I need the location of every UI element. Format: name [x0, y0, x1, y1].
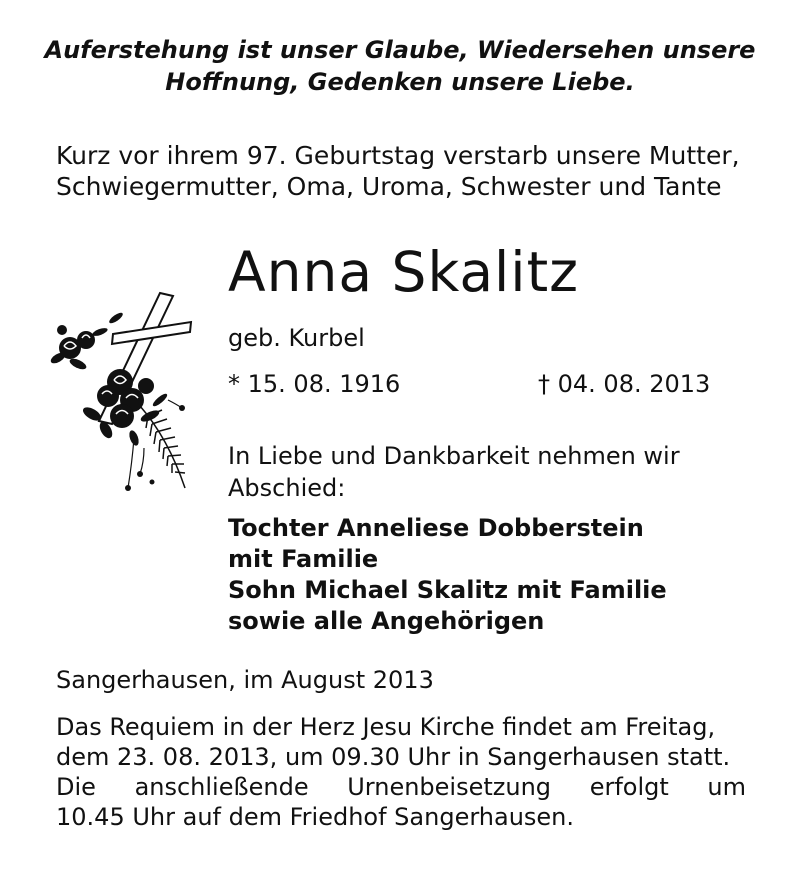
- motto-line: Hoffnung, Gedenken unsere Liebe.: [165, 68, 635, 96]
- farewell-line: Abschied:: [228, 474, 346, 502]
- mourner-line: mit Familie: [228, 545, 379, 573]
- service-info: [56, 712, 746, 832]
- service-line-justified: [56, 772, 746, 802]
- place-and-date: Sangerhausen, im August 2013: [56, 666, 434, 694]
- service-word: um: [707, 773, 746, 801]
- mourner-line: sowie alle Angehörigen: [228, 607, 545, 635]
- service-line: 10.45 Uhr auf dem Friedhof Sangerhausen.: [56, 803, 575, 831]
- farewell-text: [228, 440, 748, 504]
- maiden-name: geb. Kurbel: [228, 324, 365, 352]
- service-line: Das Requiem in der Herz Jesu Kirche findet am Freitag,: [56, 713, 716, 741]
- service-word: erfolgt: [589, 773, 669, 801]
- death-date: † 04. 08. 2013: [538, 370, 711, 398]
- intro-text: [56, 140, 756, 202]
- intro-line: Schwiegermutter, Oma, Uroma, Schwester und Tante: [56, 172, 722, 201]
- intro-line: Kurz vor ihrem 97. Geburtstag verstarb unsere Mutter,: [56, 141, 740, 170]
- service-word: Urnenbeisetzung: [347, 773, 552, 801]
- service-word: Die: [56, 773, 96, 801]
- deceased-name: Anna Skalitz: [228, 240, 580, 304]
- mourners-list: [228, 513, 768, 637]
- farewell-line: In Liebe und Dankbarkeit nehmen wir: [228, 442, 680, 470]
- mourner-line: Tochter Anneliese Dobberstein: [228, 514, 644, 542]
- mourner-line: Sohn Michael Skalitz mit Familie: [228, 576, 667, 604]
- motto-line: Auferstehung ist unser Glaube, Wiedersehen unsere: [44, 36, 756, 64]
- birth-date: * 15. 08. 1916: [228, 370, 401, 398]
- service-line: dem 23. 08. 2013, um 09.30 Uhr in Sangerhausen statt.: [56, 743, 731, 771]
- cross-with-roses-icon: [48, 288, 193, 512]
- motto: [40, 34, 760, 98]
- service-word: anschließende: [134, 773, 309, 801]
